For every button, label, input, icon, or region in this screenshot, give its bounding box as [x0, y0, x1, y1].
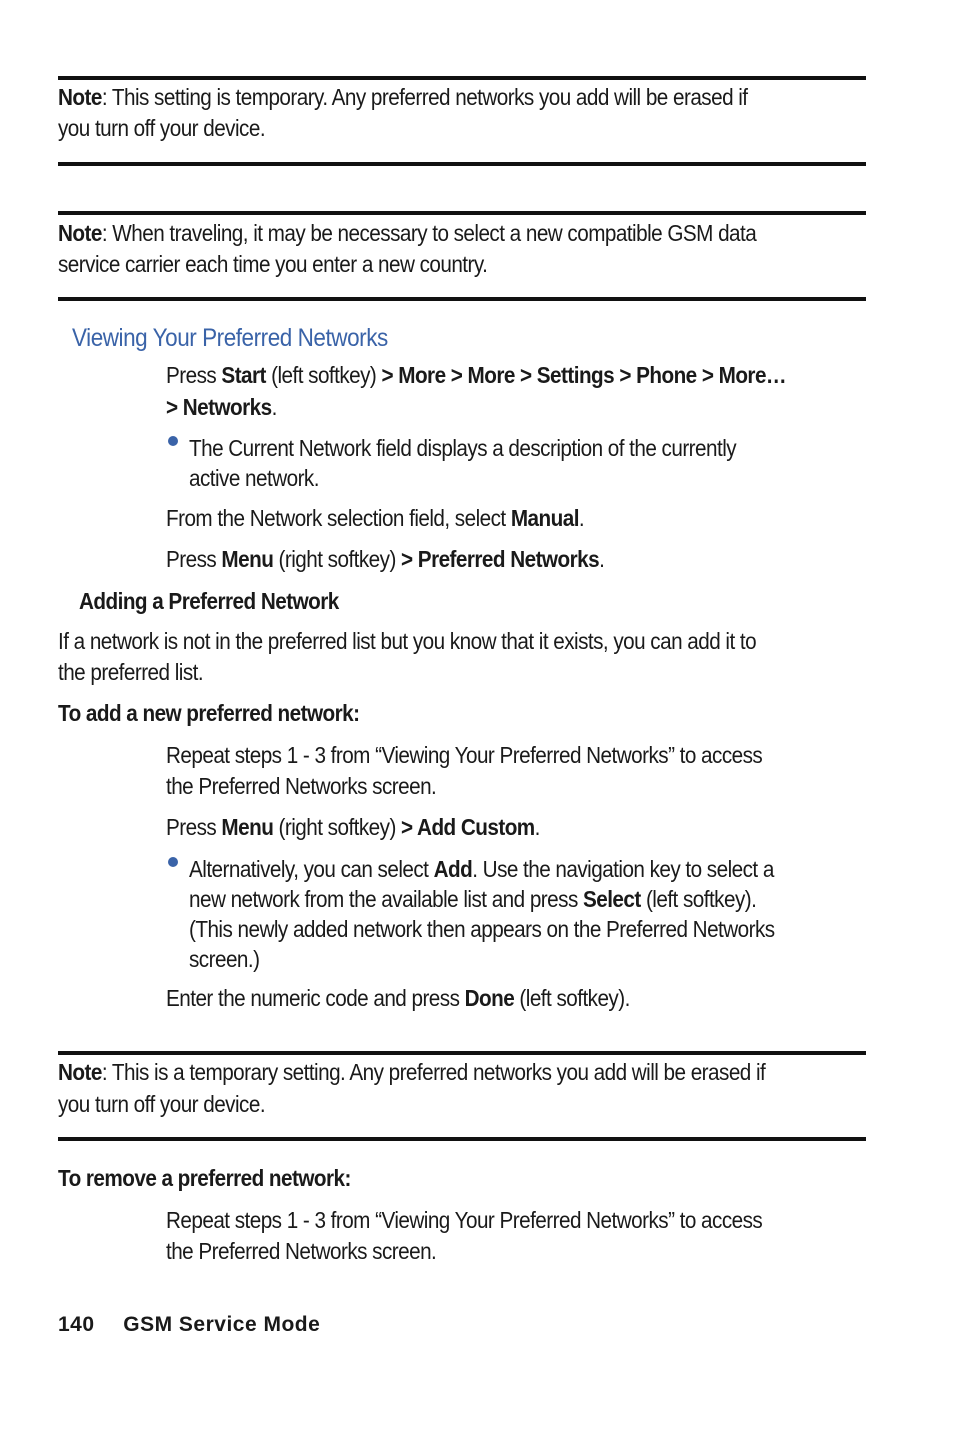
note-1-line-1: Note: This setting is temporary. Any preferred networks you add will be erased if — [58, 84, 748, 110]
note-3-line-2: you turn off your device. — [58, 1091, 266, 1117]
note-1-line-2: you turn off your device. — [58, 115, 266, 141]
bullet-icon — [168, 436, 178, 446]
footer-section-title: GSM Service Mode — [123, 1313, 321, 1336]
note-rule-bottom — [58, 297, 866, 301]
bullet-2-line-1: Alternatively, you can select Add. Use the navigation key to select a — [189, 856, 774, 882]
intro-line-2: the preferred list. — [58, 659, 204, 685]
bullet-2-line-4: screen.) — [189, 946, 260, 972]
bullet-1-line-2: active network. — [189, 465, 319, 491]
note-rule-top — [58, 1051, 866, 1055]
bullet-icon — [168, 857, 178, 867]
note-rule-bottom — [58, 1137, 866, 1141]
page-footer — [58, 1313, 320, 1337]
step-3: Press Menu (right softkey) > Preferred Networks. — [166, 546, 605, 572]
add-step-1-line-2: the Preferred Networks screen. — [166, 773, 437, 799]
note-2-line-1: Note: When traveling, it may be necessary to select a new compatible GSM data — [58, 220, 757, 246]
note-2-line-2: service carrier each time you enter a new country. — [58, 251, 488, 277]
subheading: Adding a Preferred Network — [79, 588, 339, 614]
intro-line-1: If a network is not in the preferred list but you know that it exists, you can add it to — [58, 628, 757, 654]
remove-step-1-line-2: the Preferred Networks screen. — [166, 1238, 437, 1264]
bullet-1-line-1: The Current Network field displays a description of the currently — [189, 435, 737, 461]
step-2: From the Network selection field, select Manual. — [166, 505, 585, 531]
remove-procedure-heading: To remove a preferred network: — [58, 1165, 351, 1191]
note-3-line-1: Note: This is a temporary setting. Any preferred networks you add will be erased if — [58, 1059, 766, 1085]
note-rule-bottom — [58, 162, 866, 166]
add-procedure-heading: To add a new preferred network: — [58, 700, 360, 726]
bullet-2-line-3: (This newly added network then appears on the Preferred Networks — [189, 916, 775, 942]
add-step-3: Enter the numeric code and press Done (left softkey). — [166, 985, 630, 1011]
bullet-2-line-2: new network from the available list and press Select (left softkey). — [189, 886, 757, 912]
add-step-2: Press Menu (right softkey) > Add Custom. — [166, 814, 540, 840]
note-rule-top — [58, 76, 866, 80]
page-number: 140 — [58, 1313, 95, 1336]
step-1-line-2: > Networks. — [166, 394, 277, 420]
add-step-1-line-1: Repeat steps 1 - 3 from “Viewing Your Preferred Networks” to access — [166, 742, 763, 768]
step-1-line-1: Press Start (left softkey) > More > More > Settings > Phone > More… — [166, 362, 787, 388]
note-rule-top — [58, 211, 866, 215]
section-title: Viewing Your Preferred Networks — [72, 324, 388, 352]
remove-step-1-line-1: Repeat steps 1 - 3 from “Viewing Your Preferred Networks” to access — [166, 1207, 763, 1233]
